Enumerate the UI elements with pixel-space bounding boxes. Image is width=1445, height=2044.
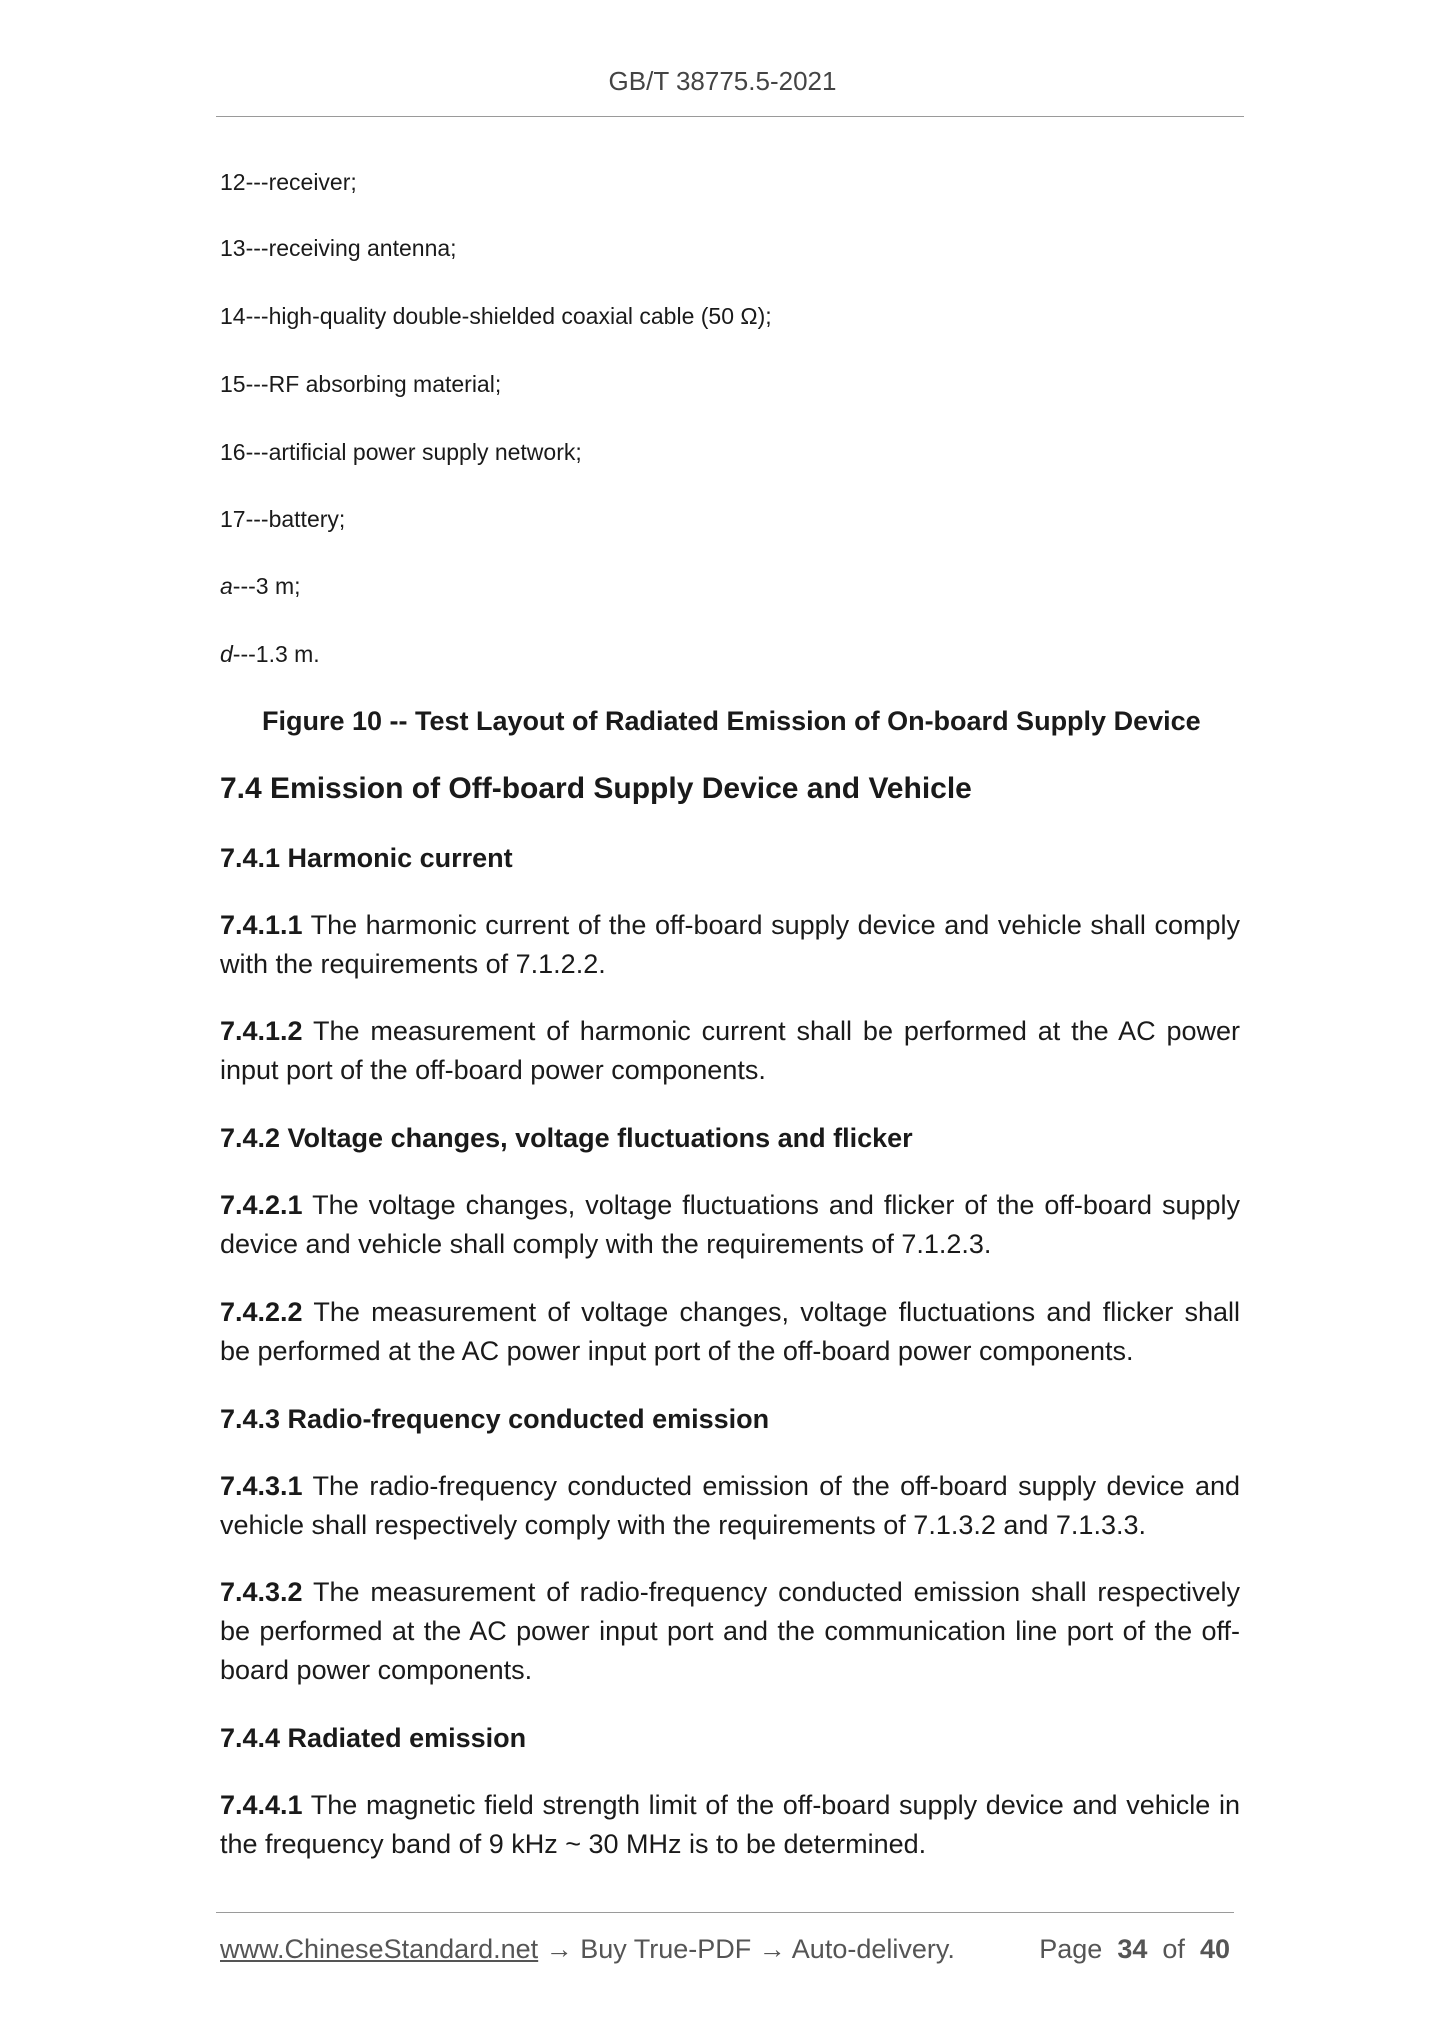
legend-key: a — [220, 573, 233, 599]
subsection-heading-744: 7.4.4 Radiated emission — [220, 1723, 527, 1753]
clause-number: 7.4.3.2 — [220, 1577, 303, 1607]
clause-text: The harmonic current of the off-board supply device and vehicle shall comply with the requirements of 7.1.2.2. — [220, 910, 1240, 979]
legend-text: receiver; — [268, 169, 357, 195]
legend-text: RF absorbing material; — [268, 371, 502, 397]
legend-separator: --- — [245, 169, 269, 195]
page-header: GB/T 38775.5-2021 — [608, 66, 837, 96]
legend-key: 17 — [220, 506, 246, 532]
clause-text: The measurement of radio-frequency conducted emission shall respectively be performed at the AC power input port and the communication line port of the off-board power components. — [220, 1577, 1240, 1685]
clause-number: 7.4.2.2 — [220, 1297, 303, 1327]
legend-item-a — [220, 572, 301, 600]
legend-separator: --- — [245, 235, 269, 261]
legend-item-12 — [220, 168, 357, 196]
page-total: 40 — [1199, 1934, 1230, 1964]
footer-divider — [216, 1912, 1234, 1913]
legend-text: high-quality double-shielded coaxial cable (50 Ω); — [268, 303, 772, 329]
page-of: of — [1162, 1934, 1185, 1964]
clause-number: 7.4.3.1 — [220, 1471, 303, 1501]
subsection-heading-741: 7.4.1 Harmonic current — [220, 843, 513, 873]
clause-7441 — [220, 1786, 1240, 1864]
clause-number: 7.4.4.1 — [220, 1790, 303, 1820]
section-heading: 7.4 Emission of Off-board Supply Device and Vehicle — [220, 772, 972, 805]
clause-7411 — [220, 906, 1240, 984]
clause-number: 7.4.2.1 — [220, 1190, 303, 1220]
buy-text: Buy True-PDF — [580, 1934, 752, 1964]
page-footer — [220, 1934, 955, 1965]
legend-item-13 — [220, 234, 457, 262]
clause-7431 — [220, 1467, 1240, 1545]
legend-text: 1.3 m. — [255, 641, 320, 667]
legend-separator: --- — [232, 641, 256, 667]
clause-7412 — [220, 1012, 1240, 1090]
clause-number: 7.4.1.1 — [220, 910, 303, 940]
legend-item-16 — [220, 438, 582, 466]
page-current: 34 — [1117, 1934, 1148, 1964]
legend-separator: --- — [232, 573, 256, 599]
legend-key: 15 — [220, 371, 246, 397]
legend-item-15 — [220, 370, 501, 398]
legend-item-14 — [220, 302, 772, 330]
legend-separator: --- — [245, 371, 269, 397]
legend-key: 13 — [220, 235, 246, 261]
subsection-heading-742: 7.4.2 Voltage changes, voltage fluctuations and flicker — [220, 1123, 913, 1153]
legend-text: 3 m; — [255, 573, 301, 599]
arrow-right-icon: → — [545, 1934, 573, 1964]
page-number — [1039, 1934, 1230, 1965]
clause-text: The radio-frequency conducted emission of the off-board supply device and vehicle shall respectively comply with the requirements of 7.1.3.2 and 7.1.3.3. — [220, 1471, 1240, 1540]
legend-item-d — [220, 640, 320, 668]
header-divider — [216, 116, 1244, 117]
legend-separator: --- — [245, 506, 269, 532]
clause-text: The magnetic field strength limit of the off-board supply device and vehicle in the frequency band of 9 kHz ~ 30 MHz is to be determined. — [220, 1790, 1240, 1859]
clause-7421 — [220, 1186, 1240, 1264]
clause-text: The measurement of voltage changes, voltage fluctuations and flicker shall be performed at the AC power input port of the off-board power components. — [220, 1297, 1240, 1366]
arrow-right-icon: → — [758, 1934, 786, 1964]
legend-text: battery; — [268, 506, 346, 532]
legend-separator: --- — [245, 439, 269, 465]
clause-7432 — [220, 1573, 1240, 1690]
legend-separator: --- — [245, 303, 269, 329]
legend-key: 14 — [220, 303, 246, 329]
clause-number: 7.4.1.2 — [220, 1016, 303, 1046]
legend-key: d — [220, 641, 233, 667]
website-link[interactable]: www.ChineseStandard.net — [220, 1934, 539, 1964]
subsection-heading-743: 7.4.3 Radio-frequency conducted emission — [220, 1404, 770, 1434]
figure-caption: Figure 10 -- Test Layout of Radiated Emission of On-board Supply Device — [262, 706, 1201, 736]
page-label: Page — [1039, 1934, 1103, 1964]
legend-text: receiving antenna; — [268, 235, 457, 261]
delivery-text: Auto-delivery. — [791, 1934, 955, 1964]
legend-item-17 — [220, 505, 345, 533]
clause-7422 — [220, 1293, 1240, 1371]
legend-text: artificial power supply network; — [268, 439, 582, 465]
legend-key: 12 — [220, 169, 246, 195]
clause-text: The voltage changes, voltage fluctuations and flicker of the off-board supply device and vehicle shall comply with the requirements of 7.1.2.3. — [220, 1190, 1240, 1259]
legend-key: 16 — [220, 439, 246, 465]
clause-text: The measurement of harmonic current shall be performed at the AC power input port of the off-board power components. — [220, 1016, 1240, 1085]
